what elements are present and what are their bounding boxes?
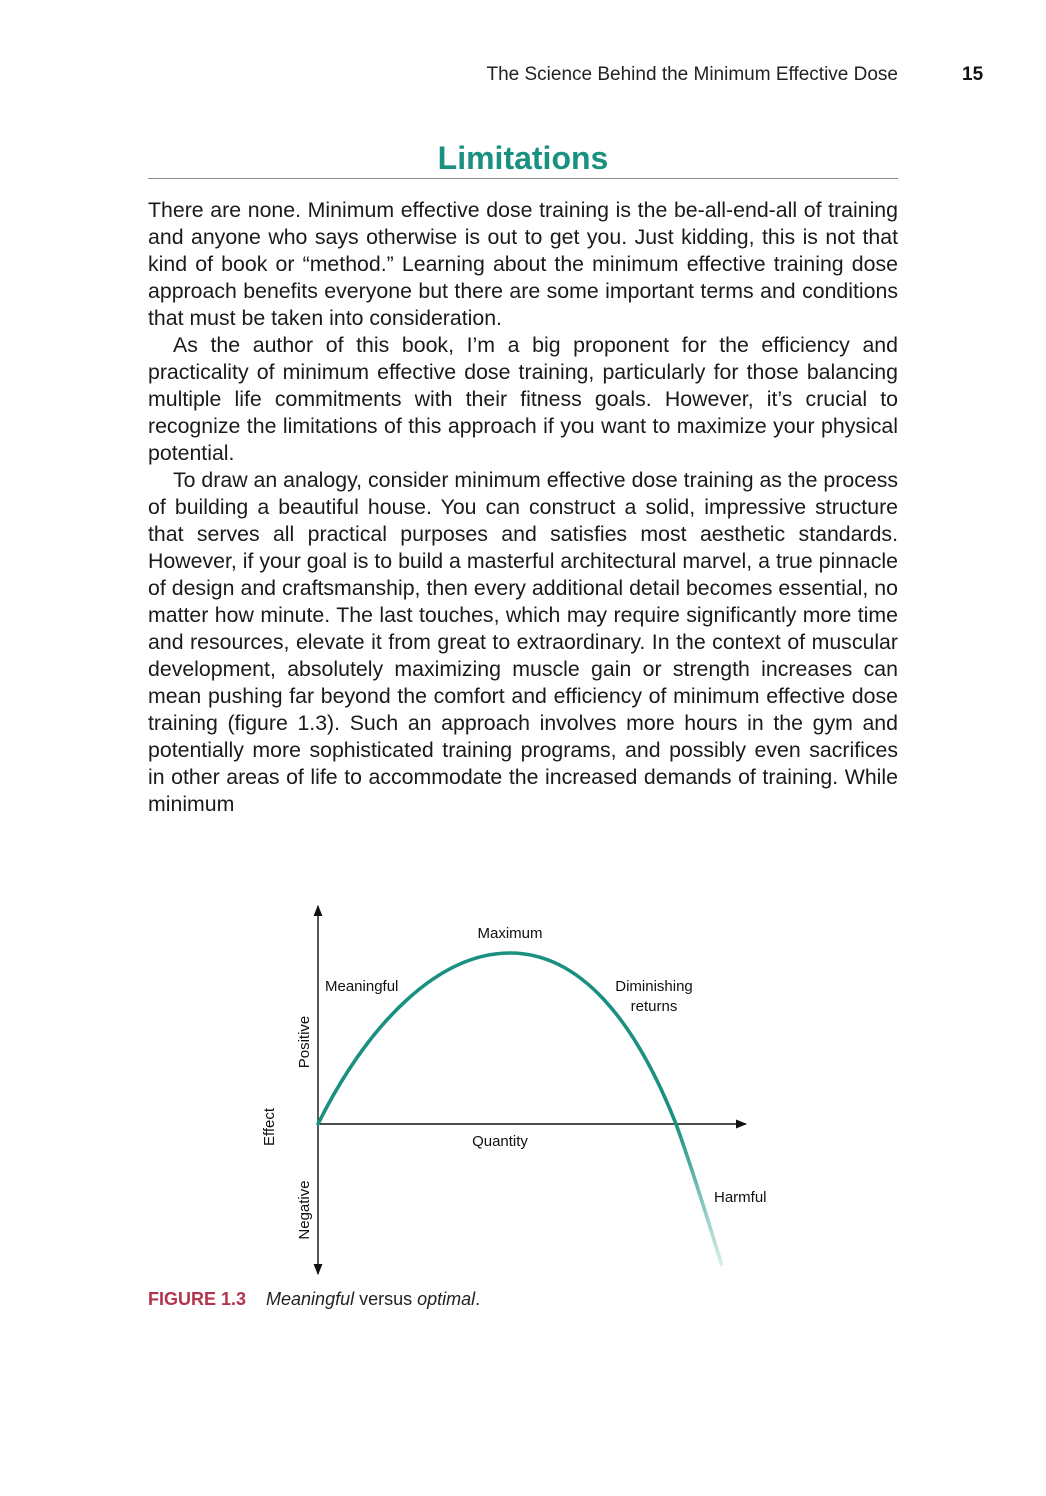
running-head [0,64,1046,92]
label-harmful: Harmful [714,1189,767,1206]
label-effect: Effect [261,1107,278,1147]
title-rule [148,178,898,179]
label-quantity: Quantity [472,1133,528,1150]
figure-1-3 [240,890,800,1285]
label-negative: Negative [296,1180,313,1240]
paragraph-3: To draw an analogy, consider minimum effective dose training as the process of building a beautiful house. You can construct a solid, impressive structure that serves all practical purposes and satisfies most aesthetic standards. However, if your goal is to build a masterful architectural marvel, a true pinnacle of design and craftsmanship, then every additional detail becomes essential, no matter how minute. The last touches, which may require significantly more time and resources, elevate it from great to extraordinary. In the context of muscular development, absolutely maximizing muscle gain or strength increases can mean pushing far beyond the comfort and efficiency of minimum effective dose training (figure 1.3). Such an approach involves more hours in the gym and potentially more sophisticated training programs, and possibly even sacrifices in other areas of life to accommodate the increased demands of training. While minimum [148,468,898,816]
caption-label: FIGURE 1.3 [148,1289,247,1309]
page-number: 15 [962,64,984,85]
label-meaningful: Meaningful [325,978,399,995]
label-positive: Positive [296,1015,313,1069]
paragraph-1: There are none. Minimum effective dose training is the be-all-end-all of training and anyone who says otherwise is out to get you. Just kidding, this is not that kind of book or “method.” Learning about the minimum effective training dose approach benefits everyone but there are some important terms and conditions that must be taken into consideration. [148,198,898,330]
running-title: The Science Behind the Minimum Effective Dose [486,64,898,85]
label-returns: returns [630,998,678,1015]
paragraph-2: As the author of this book, I’m a big proponent for the efficiency and practicality of minimum effective dose training, particularly for those balancing multiple life commitments with their fitness goals. However, it’s crucial to recognize the limitations of this approach if you want to maximize your physical potential. [148,333,898,465]
label-diminishing: Diminishing [615,978,693,995]
caption-meaningful: Meaningful [266,1289,355,1309]
caption-versus: versus [354,1289,418,1309]
effect-quantity-diagram [240,890,800,1285]
figure-caption [148,1289,480,1310]
caption-optimal: optimal [417,1289,476,1309]
label-maximum: Maximum [477,925,543,942]
caption-period: . [475,1289,481,1309]
body-text [148,197,898,818]
section-title: Limitations [437,140,609,176]
